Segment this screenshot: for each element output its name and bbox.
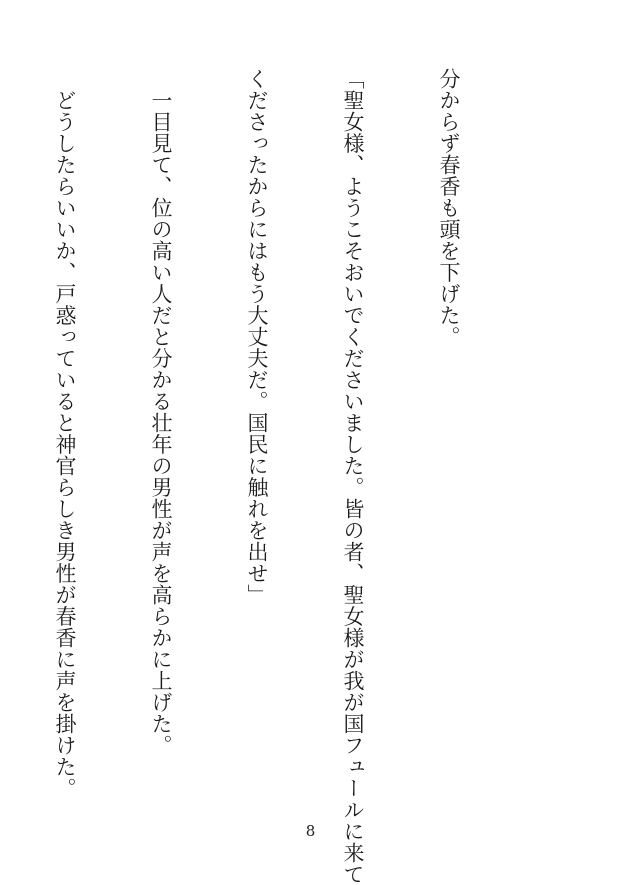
text-line: 「聖女様、ようこそおいでくださいました。皆の者、聖女様が我が国フュールに来て <box>341 68 365 885</box>
text-line: 一目見て、位の高い人だと分かる壮年の男性が声を高らかに上げた。 <box>149 68 173 756</box>
text-line: くださったからにはもう大丈夫だ。国民に触れを出せ」 <box>245 68 269 606</box>
page-number: 8 <box>305 822 316 840</box>
vertical-text-body <box>0 68 529 885</box>
text-line: 分からず春香も頭を下げた。 <box>437 68 461 348</box>
text-line: どうしたらいいか、戸惑っていると神官らしき男性が春香に声を掛けた。 <box>53 68 77 799</box>
